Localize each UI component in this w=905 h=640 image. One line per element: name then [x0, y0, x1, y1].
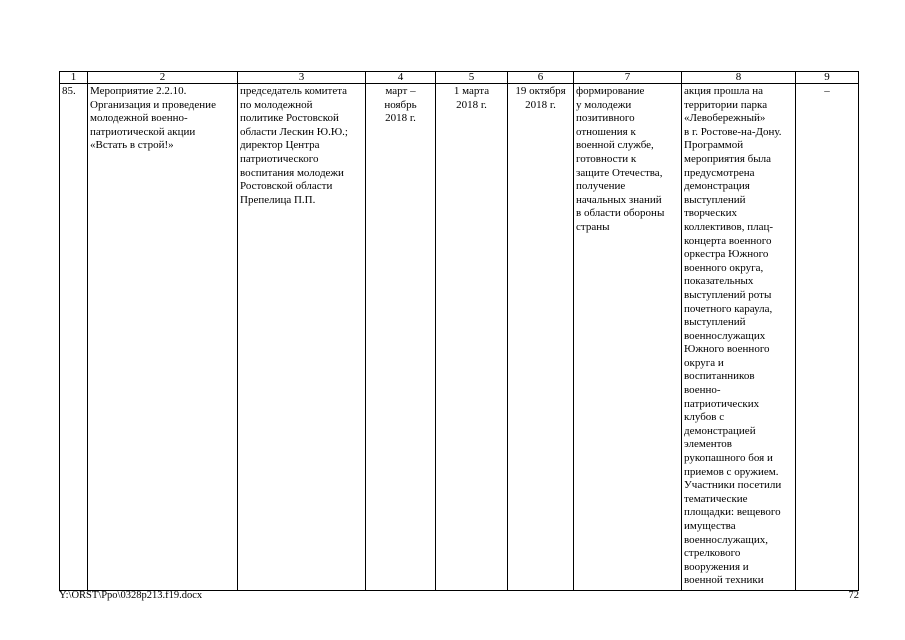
cell-line: Ростовской области	[240, 180, 333, 193]
cell-line: площадки: вещевого	[684, 506, 781, 519]
cell-line: тематические	[684, 492, 748, 505]
cell-line: председатель комитета	[240, 85, 348, 97]
col-header: 5	[436, 72, 508, 84]
cell-line: предусмотрена	[684, 166, 755, 179]
cell-line: готовности к	[576, 152, 637, 165]
cell-line: получение	[576, 180, 626, 193]
cell-line: вооружения и	[684, 560, 749, 573]
cell-line: у молодежи	[576, 98, 632, 111]
cell-line: области Лескин Ю.Ю.;	[240, 125, 348, 138]
cell-line: военно-	[684, 384, 721, 397]
cell-line: военного округа,	[684, 261, 764, 274]
cell-line: начальных знаний	[576, 193, 662, 206]
table-row	[60, 84, 859, 591]
cell-line: патриотической акции	[90, 125, 196, 138]
cell-line: Прeпелица П.П.	[240, 193, 316, 206]
cell-line: оркестра Южного	[684, 248, 769, 261]
col-header: 2	[88, 72, 238, 84]
cell-line: стрелкового	[684, 547, 741, 560]
col-header: 1	[60, 72, 88, 84]
cell-line: почетного караула,	[684, 302, 773, 315]
cell-line: демонстрацией	[684, 424, 756, 437]
cell-line: выступлений роты	[684, 288, 772, 301]
cell-line: военнослужащих,	[684, 533, 768, 546]
cell-line: выступлений	[684, 316, 746, 329]
cell-line: в г. Ростове-на-Дону.	[684, 125, 782, 138]
note-cell: –	[796, 84, 859, 591]
col-header: 9	[796, 72, 859, 84]
cell-line: элементов	[684, 438, 732, 451]
cell-line: март –	[385, 85, 416, 97]
cell-line: «Левобережный»	[684, 112, 766, 125]
col-header: 8	[682, 72, 796, 84]
cell-line: Программой	[684, 139, 744, 152]
report-table	[59, 71, 859, 591]
cell-line: «Встать в строй!»	[90, 139, 174, 152]
cell-line: клубов с	[684, 411, 725, 424]
cell-line: политике Ростовской	[240, 112, 339, 125]
cell-line: демонстрация	[684, 180, 750, 193]
col-header: 6	[508, 72, 574, 84]
cell-line: мероприятия была	[684, 152, 772, 165]
cell-line: Участники посетили	[684, 479, 782, 492]
cell-line: 19 октября	[515, 85, 566, 97]
cell-line: 2018 г.	[385, 112, 416, 125]
cell-line: в области обороны	[576, 207, 665, 220]
cell-line: воспитанников	[684, 370, 755, 383]
event-cell	[88, 84, 238, 591]
cell-line: патриотического	[240, 152, 319, 165]
cell-line: ноябрь	[384, 98, 417, 111]
row-number: 85.	[60, 84, 88, 591]
cell-line: защите Отечества,	[576, 166, 663, 179]
cell-line: показательных	[684, 275, 754, 288]
cell-line: акция прошла на	[684, 85, 764, 97]
info-cell	[682, 84, 796, 591]
cell-line: территории парка	[684, 98, 768, 111]
cell-line: Южного военного	[684, 343, 770, 356]
cell-line: округа и	[684, 356, 724, 369]
cell-line: военной техники	[684, 574, 764, 587]
period-cell	[366, 84, 436, 591]
cell-line: 1 марта	[453, 85, 490, 97]
cell-line: 2018 г.	[525, 98, 556, 111]
col-header: 4	[366, 72, 436, 84]
page-number: 72	[848, 590, 859, 601]
cell-line: по молодежной	[240, 98, 313, 111]
cell-line: отношения к	[576, 125, 636, 138]
cell-line: коллективов, плац-	[684, 220, 774, 233]
end-date-cell	[508, 84, 574, 591]
cell-line: творческих	[684, 207, 737, 220]
cell-line: имущества	[684, 520, 736, 532]
col-header: 3	[238, 72, 366, 84]
cell-line: приемов с оружием.	[684, 465, 779, 478]
cell-line: Мероприятие 2.2.10.	[90, 85, 187, 97]
cell-line: директор Центра	[240, 139, 320, 152]
col-header: 7	[574, 72, 682, 84]
cell-line: формирование	[576, 85, 645, 97]
cell-line: выступлений	[684, 193, 746, 206]
start-date-cell	[436, 84, 508, 591]
file-path: Y:\ORST\Ppo\0328p213.f19.docx	[59, 590, 203, 601]
cell-line: военнослужащих	[684, 329, 766, 342]
cell-line: молодежной военно-	[90, 112, 188, 125]
cell-line: позитивного	[576, 112, 635, 125]
column-number-row	[60, 72, 859, 84]
cell-line: воспитания молодежи	[240, 166, 344, 179]
cell-line: 2018 г.	[456, 98, 487, 111]
responsible-cell	[238, 84, 366, 591]
cell-line: страны	[576, 220, 610, 233]
cell-line: концерта военного	[684, 234, 772, 247]
result-cell	[574, 84, 682, 591]
cell-line: Организация и проведение	[90, 98, 216, 111]
cell-line: военной службе,	[576, 139, 654, 152]
cell-line: рукопашного боя и	[684, 452, 773, 465]
cell-line: патриотических	[684, 397, 760, 410]
